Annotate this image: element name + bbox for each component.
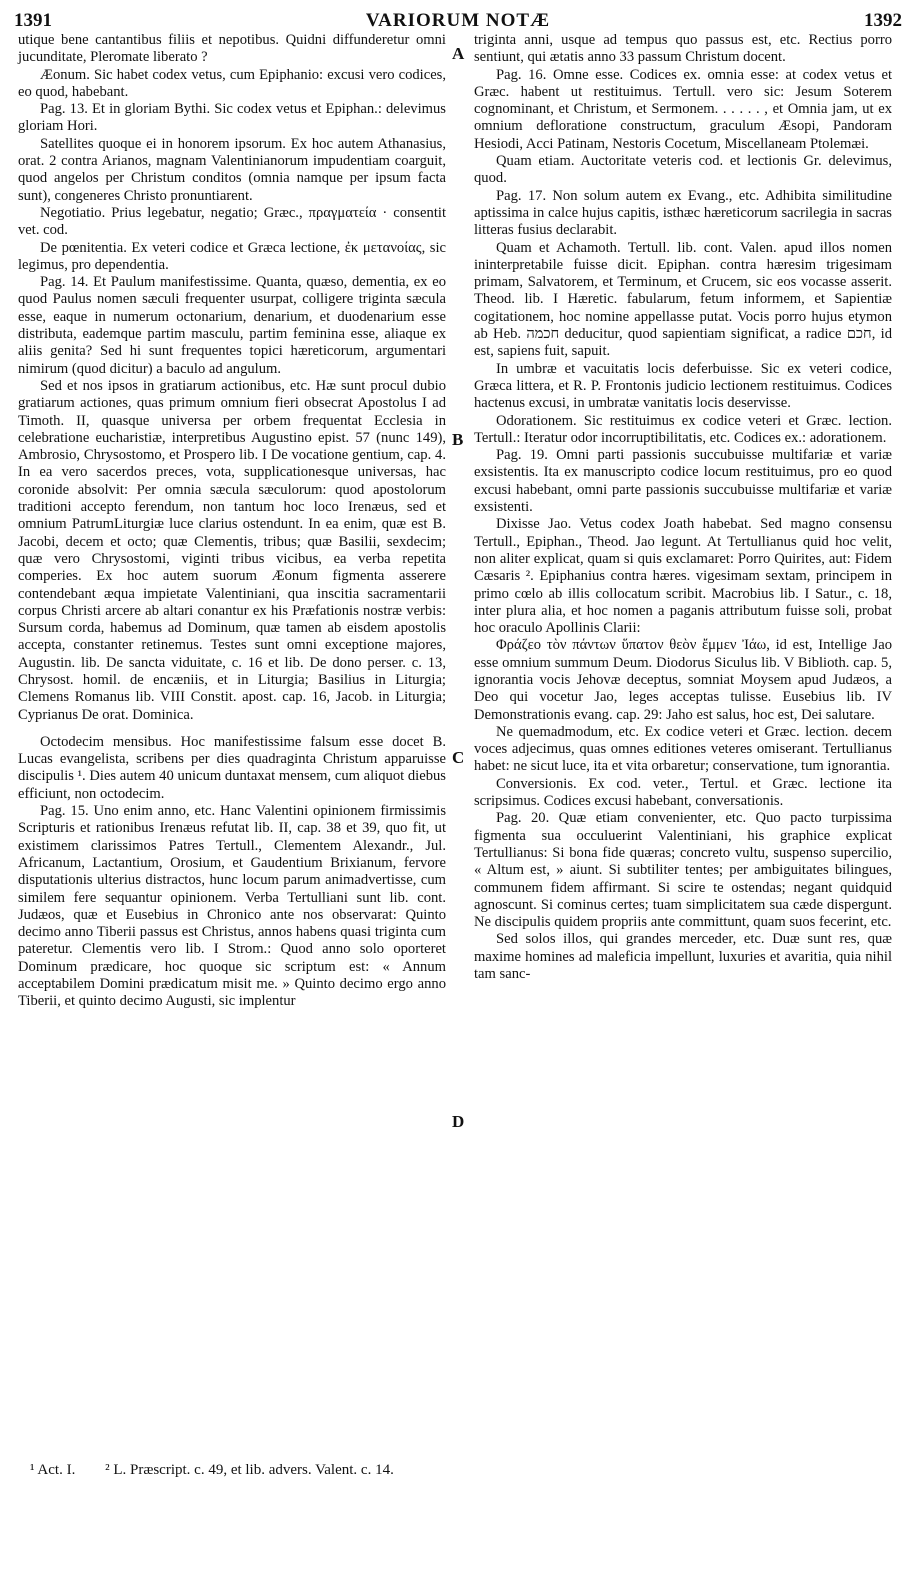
page-number-right: 1392 xyxy=(864,10,902,31)
margin-marker-d: D xyxy=(452,1112,465,1131)
paragraph: Dixisse Jao. Vetus codex Joath habebat. Sed magno consensu Tertull., Epiphan., Theod. Jao legunt. At Tertullianus quid hoc velit, non aliter explicat, quam si quis exclamaret: Porro Quirites, aut: Fidem Cæsaris ². Epiphanius contra hæres. vigesimam sextam, principem in primo cœlo ab illis collocatum scribit. Macrobius lib. I Satur., c. 18, inter plura alia, et hoc nomen a paganis attributum fuisse soli, probat hoc oraculo Apollinis Clarii: xyxy=(474,516,892,637)
paragraph: Satellites quoque ei in honorem ipsorum. Ex hoc autem Athanasius, orat. 2 contra Arianos, magnam Valentinianorum impudentiam coarguit, quod angelos per Christum conditos (omnia namque per ipsum facta sunt), congeneres Christo pronuntiarent. xyxy=(18,135,446,204)
paragraph: In umbræ et vacuitatis locis deferbuisse. Sic ex veteri codice, Græca littera, et R. P. Frontonis judicio lectionem restituimus. Codices hactenus excusi, in umbratæ vanitatis locis deservisse. xyxy=(474,360,892,412)
margin-marker-a: A xyxy=(452,44,465,63)
footnotes xyxy=(30,1462,420,1479)
paragraph: Odorationem. Sic restituimus ex codice veteri et Græc. lection. Tertull.: Iteratur odor incorruptibilitatis, etc. Codices ex.: adorationem. xyxy=(474,412,892,446)
paragraph: Octodecim mensibus. Hoc manifestissime falsum esse docet B. Lucas evangelista, scribens per dies quadraginta Christum apparuisse discipulis ¹. Dies autem 40 unicum duntaxat mensem, cum aliquot diebus efficiunt, non octodecim. xyxy=(18,733,446,802)
left-column xyxy=(18,32,446,1011)
running-header xyxy=(10,4,906,34)
paragraph: triginta anni, usque ad tempus quo passus est, etc. Rectius porro sentiunt, qui ætatis anno 33 passum Christum docent. xyxy=(474,32,892,66)
paragraph: Pag. 13. Et in gloriam Bythi. Sic codex vetus et Epiphan.: delevimus gloriam Hori. xyxy=(18,101,446,135)
paragraph: Negotiatio. Prius legebatur, negatio; Græc., πραγματεία · consentit vet. cod. xyxy=(18,204,446,239)
margin-marker-b: B xyxy=(452,430,464,449)
running-title: VARIORUM NOTÆ xyxy=(365,10,551,31)
paragraph: Æonum. Sic habet codex vetus, cum Epiphanio: excusi vero codices, eo quod, habebant. xyxy=(18,66,446,100)
paragraph: Pag. 20. Quæ etiam convenienter, etc. Quo pacto turpissima figmenta sua occuluerint Valentiniani, his graphice explicat Tertullianus: Si bona fide quæras; concreto vultu, suspenso supercilio, « Altum est, » aiunt. Si subtiliter tentes; per ambiguitates bilingues, communem fidem affirmant. Si scire te ostendas; negant quidquid agnoscunt. Si cominus certes; tuam simplicitatem sua cæde dispergunt. Ne discipulis quidem propriis ante committunt, quam suos fecerint, etc. xyxy=(474,810,892,931)
footnote: ¹ Act. I. xyxy=(30,1462,76,1478)
paragraph: Pag. 14. Et Paulum manifestissime. Quanta, quæso, dementia, ex eo quod Paulus nomen sæculi frequenter usurpat, colligere triginta sæcula esse, eaque in numerum octonarium, denarium, et duodenarium esse distributa, eademque partim masculu, partim feminina esse, aliaque ex aliis genita? Sed hi sunt frequentes topici hæreticorum, argumentari nimirum (quod dicitur) a baculo ad angulum. xyxy=(18,274,446,377)
margin-marker-c: C xyxy=(452,748,465,767)
paragraph: Sed solos illos, qui grandes merceder, etc. Duæ sunt res, quæ maxime homines ad maleficia impellunt, luxuries et avaritia, quia nihil tam sanc- xyxy=(474,931,892,983)
paragraph: Pag. 15. Uno enim anno, etc. Hanc Valentini opinionem firmissimis Scripturis et rationibus Irenæus refutat lib. II, cap. 38 et 39, quo fit, ut existimem clarissimos Patres Tertull., Clementem Alexandr., Jul. Africanum, Lactantium, Orosium, et Gaudentium Brixianum, fervore disputationis ulterius distractos, hunc locum parum animadvertisse, cum similem fere sequantur opinionem. Verba Tertulliani sunt lib. cont. Judæos, quæ et Eusebius in Chronico ante nos observarat: Quinto decimo anno Tiberii passus est Christus, annos habens quasi triginta cum pateretur. Clementis vero lib. I Strom.: Quod anno solo oporteret Dominum prædicare, hoc quoque sic scriptum est: « Annum acceptabilem Domini prædicatum misit me. » Quinto decimo ergo anno Tiberii, et quinto decimo Augusti, sic implentur xyxy=(18,803,446,1010)
paragraph: Ne quemadmodum, etc. Ex codice veteri et Græc. lection. decem voces adjecimus, quas omnes editiones veteres omiserant. Tertullianus habet: ne sicut luce, ita et vita orbaretur; conservatione, tum ignorantia. xyxy=(474,723,892,775)
paragraph: Φράζεο τὸν πάντων ὕπατον θεὸν ἔμμεν Ἰάω, id est, Intellige Jao esse omnium summum Deum. Diodorus Siculus lib. V Biblioth. cap. 5, ignorantia vocis Jehovæ deceptus, somniat Moysem apud Judæos, a Deo qui vocetur Jao, leges acceptas tulisse. Eusebius lib. IV Demonstrationis evang. cap. 29: Jaho est salus, hoc est, Dei salutare. xyxy=(474,637,892,723)
paragraph: Quam et Achamoth. Tertull. lib. cont. Valen. apud illos nomen ininterpretabile fuisse dicit. Epiphan. contra hæresim trigesimam primam, Salvatorem, et Terminum, et Crucem, sic eos vocasse asserit. Theod. lib. I Hæretic. fabularum, fetum informem, et Sapientiæ cogitationem, hoc nomine appellasse putat. Vocis porro hujus etymon ab Heb. חכמה deducitur, quod sapientiam significat, a radice חכם, id est, sapiens fuit, sapuit. xyxy=(474,239,892,360)
paragraph: Pag. 19. Omni parti passionis succubuisse multifariæ et variæ exsistentis. Ita ex manuscripto codice locum restituimus, pro eo quod excusi habebant, omni parte passionis succubuisse multifariæ et variæ exsistenti. xyxy=(474,447,892,516)
page-number-left: 1391 xyxy=(14,10,52,31)
paragraph: Pag. 16. Omne esse. Codices ex. omnia esse: at codex vetus et Græc. habent ut restituimus. Tertull. vero sic: Jesum Soterem cognominant, et Christum, et Sermonem. . . . . . , et Omnia jam, ut ex omnium defloratione constructum, graculum Æsopi, Pandoram Hesiodi, Acci Patinam, Nestoris Cocetum, Miscellaneam Ptolemæi. xyxy=(474,66,892,152)
paragraph: utique bene cantantibus filiis et nepotibus. Quidni diffunderetur omni jucunditate, Pleromate liberato ? xyxy=(18,32,446,66)
paragraph: Conversionis. Ex cod. veter., Tertul. et Græc. lectione ita scripsimus. Codices excusi habebant, conversationis. xyxy=(474,775,892,810)
paragraph: Pag. 17. Non solum autem ex Evang., etc. Adhibita similitudine aptissima in calce hujus capitis, isthæc hæreticorum sacrilegia in sacras litteras fusius declarabit. xyxy=(474,187,892,239)
paragraph: De pœnitentia. Ex veteri codice et Græca lectione, ἐκ μετανοίας, sic legimus, pro dependentia. xyxy=(18,239,446,273)
paragraph: Quam etiam. Auctoritate veteris cod. et lectionis Gr. delevimus, quod. xyxy=(474,153,892,187)
right-column xyxy=(474,32,892,983)
footnote: ² L. Præscript. c. 49, et lib. advers. Valent. c. 14. xyxy=(105,1462,394,1478)
paragraph: Sed et nos ipsos in gratiarum actionibus, etc. Hæ sunt procul dubio gratiarum actiones, quas primum omnium fieri obsecrat Apostolus I ad Timoth. II, quasque universa per orbem frequentat Ecclesia in celebratione eucharistiæ, interpretibus Augustino epist. 57 (nunc 149), Ambrosio, Chrysostomo, et Prospero lib. I De vocatione gentium, cap. 4. In ea vero sacerdos preces, vota, supplicationesque universas, hac coronide absolvit: Per omnia sæcula sæculorum: quod apostolorum traditioni accepto ferendum, non tantum hoc loco Irenæus, sed et omnium PatrumLiturgiæ luce clarius ostendunt. In ea enim, quæ est B. Jacobi, decem et octo; quæ Clementis, tribus; quæ Basilii, sexdecim; quæ vero Chrysostomi, viginti tribus vicibus, ea verba repetita comperies. Ex hoc autem suorum Æonum figmenta asserere contendebant æqua impietate Valentiniani, qua inscitia sacramentarii corpus Christi arcere ab altari conantur ex his Præfationis nostræ verbis: Sursum corda, habemus ad Dominum, quæ tamen ab eisdem apostolis accepta, constanter retinemus. Testes sunt omni exceptione majores, Augustin. lib. De sancta viduitate, c. 16 et lib. De dono perser. c. 13, Chrysost. homil. de encæniis, et in Liturgia; Basilius in Liturgia; Clemens Romanus lib. VIII Constit. apost. cap. 16, Jacob. in Liturgia; Cyprianus De orat. Dominica. xyxy=(18,377,446,723)
